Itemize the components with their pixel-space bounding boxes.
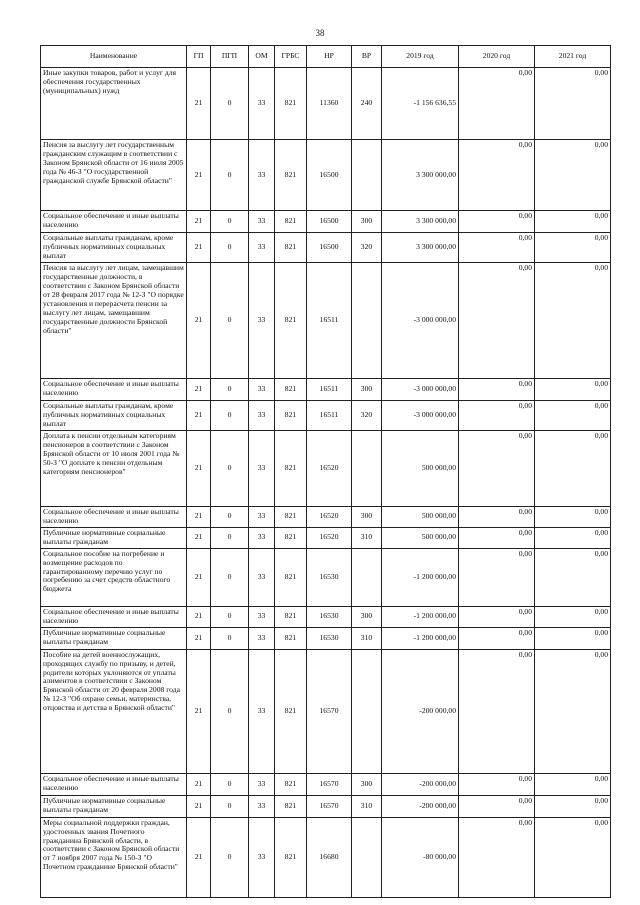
row-grbs: 821: [275, 627, 307, 649]
row-nr: 16500: [307, 211, 352, 233]
row-nr: 16520: [307, 506, 352, 527]
row-2020: 0,00: [459, 430, 535, 506]
table-row: [41, 140, 611, 211]
page-number: 38: [315, 28, 325, 38]
row-name: Публичные нормативные социальные выплаты гражданам: [41, 527, 187, 548]
row-2019: -1 200 000,00: [382, 606, 459, 627]
budget-table: [40, 45, 611, 898]
row-nr: 16500: [307, 140, 352, 211]
row-grbs: 821: [275, 548, 307, 606]
row-gp: 21: [187, 430, 211, 506]
row-name: Социальные выплаты гражданам, кроме публичных нормативных социальных выплат: [41, 233, 187, 263]
row-2020: 0,00: [459, 773, 535, 795]
row-grbs: 821: [275, 140, 307, 211]
row-2021: 0,00: [535, 627, 611, 649]
row-grbs: 821: [275, 649, 307, 773]
row-grbs: 821: [275, 211, 307, 233]
row-2019: -3 000 000,00: [382, 262, 459, 378]
table-row: [41, 378, 611, 400]
row-pgp: 0: [211, 773, 249, 795]
row-grbs: 821: [275, 68, 307, 140]
row-grbs: 821: [275, 527, 307, 548]
row-gp: 21: [187, 817, 211, 897]
row-pgp: 0: [211, 548, 249, 606]
row-pgp: 0: [211, 627, 249, 649]
row-gp: 21: [187, 527, 211, 548]
row-nr: 16520: [307, 527, 352, 548]
row-2019: 3 300 000,00: [382, 140, 459, 211]
row-om: 33: [249, 795, 275, 817]
table-row: [41, 548, 611, 606]
row-gp: 21: [187, 506, 211, 527]
row-grbs: 821: [275, 606, 307, 627]
row-nr: 11360: [307, 68, 352, 140]
row-om: 33: [249, 400, 275, 430]
row-pgp: 0: [211, 527, 249, 548]
row-pgp: 0: [211, 233, 249, 263]
row-2019: -200 000,00: [382, 649, 459, 773]
row-pgp: 0: [211, 262, 249, 378]
row-name: Социальное обеспечение и иные выплаты населению: [41, 378, 187, 400]
table-row: [41, 795, 611, 817]
row-pgp: 0: [211, 400, 249, 430]
row-name: Социальное обеспечение и иные выплаты населению: [41, 506, 187, 527]
row-2021: 0,00: [535, 262, 611, 378]
row-vr: 320: [352, 400, 382, 430]
table-row: [41, 817, 611, 897]
row-pgp: 0: [211, 606, 249, 627]
row-om: 33: [249, 606, 275, 627]
row-2020: 0,00: [459, 262, 535, 378]
row-gp: 21: [187, 773, 211, 795]
row-grbs: 821: [275, 817, 307, 897]
row-gp: 21: [187, 627, 211, 649]
row-2021: 0,00: [535, 527, 611, 548]
row-2020: 0,00: [459, 795, 535, 817]
row-2021: 0,00: [535, 400, 611, 430]
row-nr: 16530: [307, 627, 352, 649]
row-om: 33: [249, 140, 275, 211]
table-row: [41, 606, 611, 627]
row-vr: 300: [352, 506, 382, 527]
row-name: Социальное обеспечение и иные выплаты населению: [41, 211, 187, 233]
row-2019: -1 156 636,55: [382, 68, 459, 140]
row-2020: 0,00: [459, 211, 535, 233]
row-2020: 0,00: [459, 400, 535, 430]
row-om: 33: [249, 548, 275, 606]
header-grbs: ГРБС: [275, 46, 307, 68]
row-grbs: 821: [275, 430, 307, 506]
row-grbs: 821: [275, 233, 307, 263]
row-vr: 310: [352, 627, 382, 649]
table-row: [41, 527, 611, 548]
row-nr: 16500: [307, 233, 352, 263]
row-vr: 240: [352, 68, 382, 140]
row-nr: 16570: [307, 795, 352, 817]
row-name: Доплата к пенсии отдельным категориям пенсионеров в соответствии с Законом Брянской области от 10 июля 2001 года № 50-З "О доплате к пенсии отдельным категориям пенсионеров": [41, 430, 187, 506]
row-gp: 21: [187, 795, 211, 817]
row-2020: 0,00: [459, 548, 535, 606]
table-row: [41, 649, 611, 773]
row-om: 33: [249, 211, 275, 233]
row-2020: 0,00: [459, 140, 535, 211]
row-2019: -3 000 000,00: [382, 400, 459, 430]
row-2020: 0,00: [459, 68, 535, 140]
row-2020: 0,00: [459, 527, 535, 548]
row-pgp: 0: [211, 817, 249, 897]
row-gp: 21: [187, 548, 211, 606]
row-om: 33: [249, 527, 275, 548]
table-row: [41, 627, 611, 649]
row-gp: 21: [187, 606, 211, 627]
row-2019: -1 200 000,00: [382, 548, 459, 606]
header-2021: 2021 год: [535, 46, 611, 68]
row-2019: 500 000,00: [382, 506, 459, 527]
row-vr: 300: [352, 606, 382, 627]
row-2021: 0,00: [535, 606, 611, 627]
row-2021: 0,00: [535, 649, 611, 773]
row-2021: 0,00: [535, 548, 611, 606]
row-gp: 21: [187, 378, 211, 400]
table-row: [41, 773, 611, 795]
row-vr: [352, 262, 382, 378]
table-row: [41, 506, 611, 527]
row-name: Пенсия за выслугу лет лицам, замещавшим государственные должности, в соответствии с Законом Брянской области от 28 февраля 2017 года № 12-З "О порядке установления и перерасчета пенсии за выслугу лет лицам, замещавшим государственные должности Брянской области": [41, 262, 187, 378]
row-2019: 500 000,00: [382, 527, 459, 548]
row-2020: 0,00: [459, 649, 535, 773]
row-grbs: 821: [275, 773, 307, 795]
row-gp: 21: [187, 233, 211, 263]
row-2020: 0,00: [459, 233, 535, 263]
row-om: 33: [249, 430, 275, 506]
row-nr: 16680: [307, 817, 352, 897]
row-2021: 0,00: [535, 140, 611, 211]
header-nr: НР: [307, 46, 352, 68]
row-2019: -200 000,00: [382, 773, 459, 795]
row-nr: 16511: [307, 400, 352, 430]
header-vr: ВР: [352, 46, 382, 68]
row-gp: 21: [187, 140, 211, 211]
table-header-row: [41, 46, 611, 68]
row-2021: 0,00: [535, 430, 611, 506]
row-nr: 16530: [307, 606, 352, 627]
row-2021: 0,00: [535, 68, 611, 140]
row-vr: [352, 548, 382, 606]
row-nr: 16570: [307, 649, 352, 773]
row-gp: 21: [187, 68, 211, 140]
table-row: [41, 400, 611, 430]
row-2020: 0,00: [459, 817, 535, 897]
row-name: Социальное обеспечение и иные выплаты населению: [41, 773, 187, 795]
row-vr: 300: [352, 378, 382, 400]
row-name: Публичные нормативные социальные выплаты гражданам: [41, 627, 187, 649]
row-vr: [352, 140, 382, 211]
row-2021: 0,00: [535, 795, 611, 817]
row-pgp: 0: [211, 68, 249, 140]
row-om: 33: [249, 378, 275, 400]
row-name: Иные закупки товаров, работ и услуг для обеспечения государственных (муниципальных) нужд: [41, 68, 187, 140]
row-gp: 21: [187, 400, 211, 430]
table-row: [41, 68, 611, 140]
row-2020: 0,00: [459, 506, 535, 527]
row-om: 33: [249, 649, 275, 773]
row-name: Пособие на детей военнослужащих, проходящих службу по призыву, и детей, родители которых уклоняются от уплаты алиментов в соответствии с Законом Брянской области от 20 февраля 2008 года № 12-З "Об охране семьи, материнства, отцовства и детства в Брянской области": [41, 649, 187, 773]
row-vr: 310: [352, 527, 382, 548]
row-grbs: 821: [275, 795, 307, 817]
row-2019: 3 300 000,00: [382, 211, 459, 233]
row-name: Социальные выплаты гражданам, кроме публичных нормативных социальных выплат: [41, 400, 187, 430]
row-2019: -200 000,00: [382, 795, 459, 817]
row-om: 33: [249, 817, 275, 897]
row-nr: 16570: [307, 773, 352, 795]
row-vr: 310: [352, 795, 382, 817]
row-name: Социальное обеспечение и иные выплаты населению: [41, 606, 187, 627]
row-2021: 0,00: [535, 506, 611, 527]
row-vr: [352, 430, 382, 506]
row-nr: 16530: [307, 548, 352, 606]
row-pgp: 0: [211, 506, 249, 527]
row-2021: 0,00: [535, 378, 611, 400]
row-gp: 21: [187, 649, 211, 773]
header-pgp: ПГП: [211, 46, 249, 68]
row-2019: -3 000 000,00: [382, 378, 459, 400]
row-om: 33: [249, 627, 275, 649]
row-om: 33: [249, 773, 275, 795]
row-2019: 500 000,00: [382, 430, 459, 506]
row-2019: -80 000,00: [382, 817, 459, 897]
row-om: 33: [249, 68, 275, 140]
table-row: [41, 233, 611, 263]
row-name: Пенсия за выслугу лет государственным гражданским служащим в соответствии с Законом Брянской области от 16 июля 2005 года № 46-З "О государственной гражданской службе Брянской области": [41, 140, 187, 211]
row-name: Меры социальной поддержки граждан, удостоенных звания Почетного гражданина Брянской области, в соответствии с Законом Брянской области от 7 ноября 2007 года № 150-З "О Почетном гражданине Брянской области": [41, 817, 187, 897]
header-2019: 2019 год: [382, 46, 459, 68]
row-vr: 300: [352, 211, 382, 233]
row-pgp: 0: [211, 378, 249, 400]
row-pgp: 0: [211, 795, 249, 817]
row-om: 33: [249, 506, 275, 527]
row-vr: [352, 817, 382, 897]
row-2019: -1 200 000,00: [382, 627, 459, 649]
row-2020: 0,00: [459, 606, 535, 627]
row-pgp: 0: [211, 649, 249, 773]
row-grbs: 821: [275, 262, 307, 378]
row-2021: 0,00: [535, 211, 611, 233]
row-pgp: 0: [211, 211, 249, 233]
row-gp: 21: [187, 211, 211, 233]
row-gp: 21: [187, 262, 211, 378]
row-om: 33: [249, 233, 275, 263]
row-pgp: 0: [211, 140, 249, 211]
row-nr: 16511: [307, 378, 352, 400]
row-2019: 3 300 000,00: [382, 233, 459, 263]
table-row: [41, 262, 611, 378]
row-vr: [352, 649, 382, 773]
header-gp: ГП: [187, 46, 211, 68]
table-row: [41, 211, 611, 233]
header-om: ОМ: [249, 46, 275, 68]
row-vr: 320: [352, 233, 382, 263]
header-name: Наименование: [41, 46, 187, 68]
row-grbs: 821: [275, 506, 307, 527]
row-2021: 0,00: [535, 817, 611, 897]
row-nr: 16520: [307, 430, 352, 506]
table-row: [41, 430, 611, 506]
row-2021: 0,00: [535, 233, 611, 263]
row-name: Социальное пособие на погребение и возмещение расходов по гарантированному перечню услуг по погребению за счет средств областного бюджета: [41, 548, 187, 606]
row-om: 33: [249, 262, 275, 378]
row-nr: 16511: [307, 262, 352, 378]
row-2020: 0,00: [459, 627, 535, 649]
row-grbs: 821: [275, 400, 307, 430]
row-pgp: 0: [211, 430, 249, 506]
header-2020: 2020 год: [459, 46, 535, 68]
row-name: Публичные нормативные социальные выплаты гражданам: [41, 795, 187, 817]
row-2020: 0,00: [459, 378, 535, 400]
row-grbs: 821: [275, 378, 307, 400]
row-vr: 300: [352, 773, 382, 795]
row-2021: 0,00: [535, 773, 611, 795]
